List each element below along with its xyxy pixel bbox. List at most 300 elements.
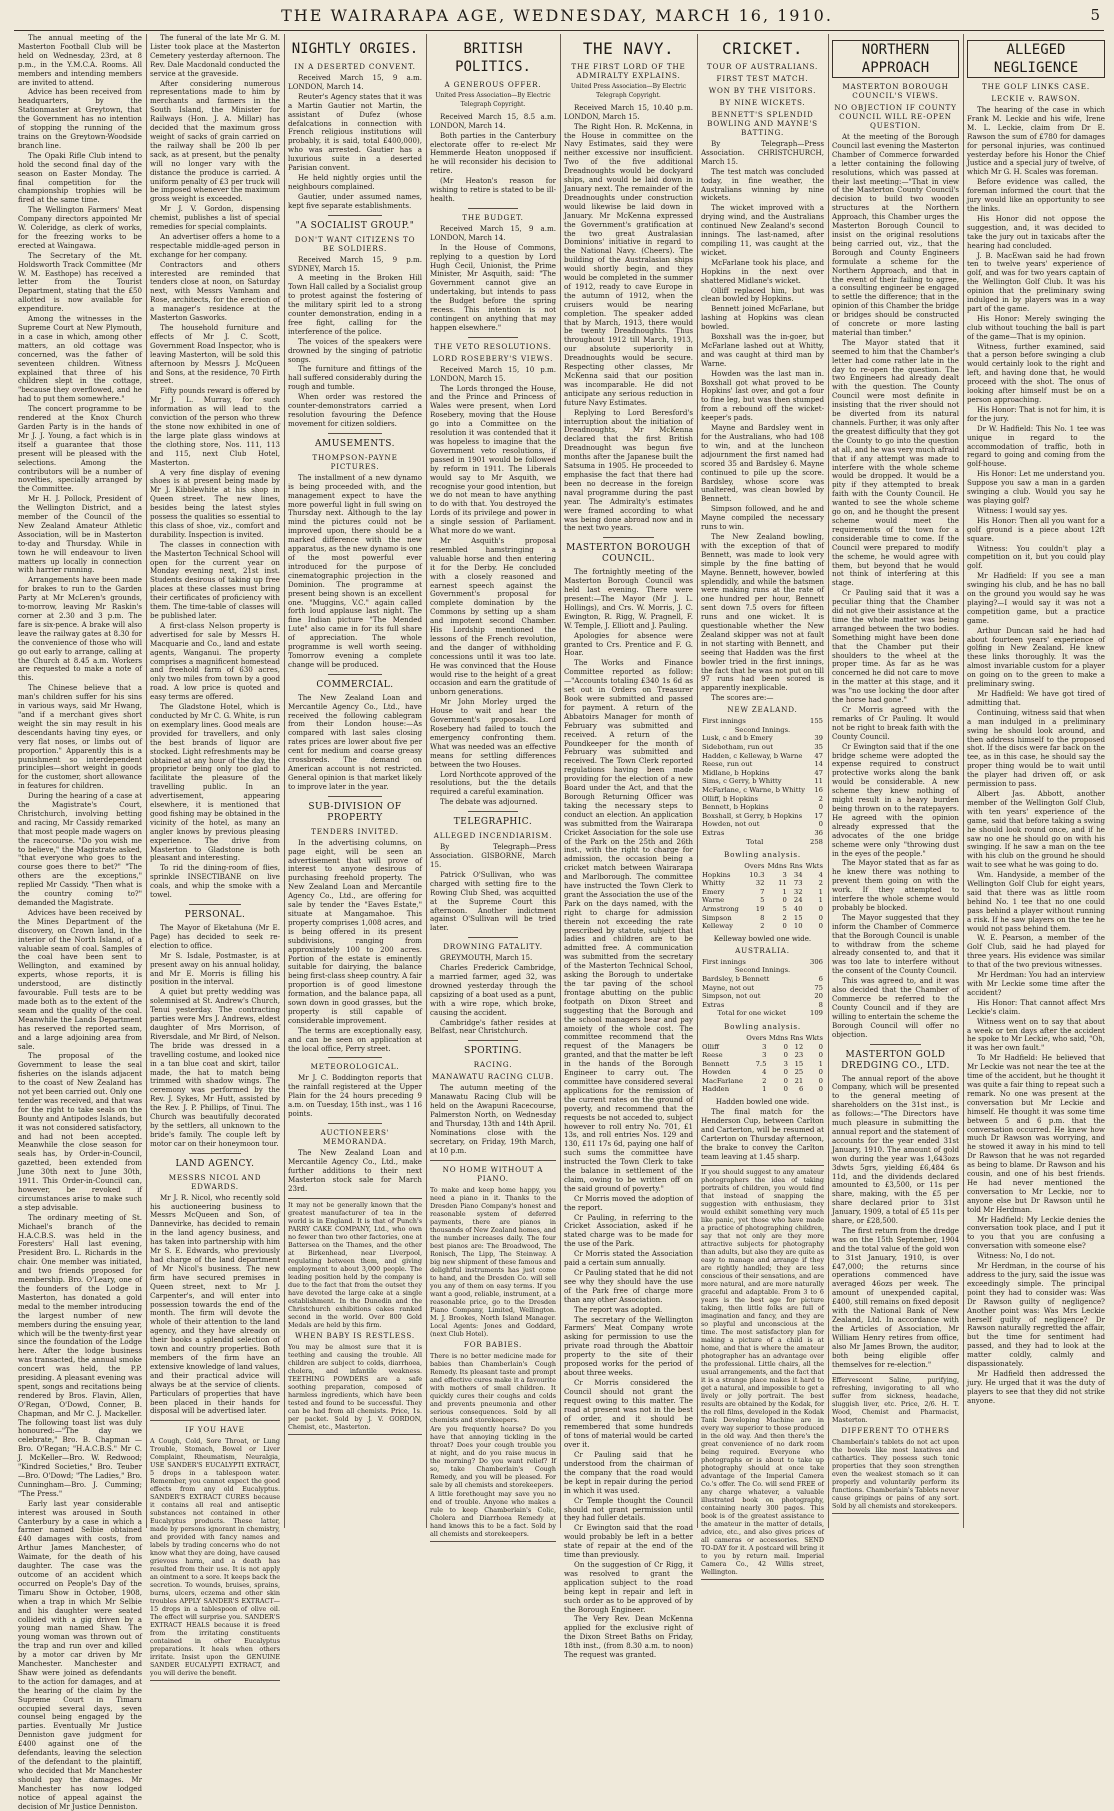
score-cell: 0 (818, 922, 823, 931)
paragraph: Contractors and others interested are reminded that tenders close at noon, on Saturday next, with Messrs Vamham and Rose, architects, for the erection of a manager's residence at the Masterton Gasworks. (150, 259, 280, 323)
paragraph: The Mayor of Eketahuna (Mr E. Page) has decided to seek re-election to office. (150, 923, 280, 950)
headline-amusements: AMUSEMENTS. (315, 438, 395, 449)
article-text (288, 839, 422, 1054)
score-cell: 0 (782, 896, 787, 905)
paragraph: Mr Hadfield: We have got tired of admitting that. (967, 689, 1105, 707)
paragraph: Mr John Morley urged the House to wait and hear the Government's proposals. Lord Rosebery had failed to touch the emergency confronting them. What was needed was an effective means for settling differences between the two Houses. (430, 697, 556, 769)
table-row (701, 905, 824, 914)
headline-sporting: SPORTING. (464, 1046, 522, 1057)
section-rule (328, 796, 382, 797)
bowling-heading: Bowling analysis. (724, 850, 801, 860)
paragraph: Received March 15, 9 a.m. LONDON, March 14. (288, 73, 422, 91)
paragraph: Received March 15, 10 p.m. LONDON, March 15. (430, 364, 556, 383)
paragraph: (Mr Heaton's reason for wishing to retire is stated to be ill-health. (430, 176, 556, 203)
column-header: Overs (744, 862, 765, 871)
paragraph: The report was adopted. (574, 1304, 663, 1314)
advert-text: A Cough, Cold, Sore Throat, or Lung Trouble, Stomach, Bowel or Liver Complaint, Rheumatism, Neuralgia, USE SANDER'S EUCALYPTI EXTRACT, 5 drops in a tablespoon water. Remember, you cannot expect the good effects from any old Eucalyptus. SANDER'S EXTRACT CURES because it contains all real and antiseptic substances not contained in other Eucalyptus products. These latter, made by persons ignorant in chemistry, and provided with fancy names and labels by trading concerns who do not know what they are doing, have caused grievous harm, and a death has resulted from their use. It is not apply an ointment to a sore. It keeps back the secretion. To wounds, bruises, sprains, burns, ulcers, eczema and other skin troubles APPLY SANDER'S EXTRACT—15 drops in a tablespoon of olive oil. The effect will surprise you. SANDER'S EXTRACT HEALS because it is freed from the irritating constituents contained in other Eucalyptus preparations. It heals when others irritate. Insist upon the GENUINE SANDER EUCALYPTI EXTRACT, and you will derive the benefit. (150, 1437, 280, 1678)
paragraph: In the advertising columns, on page eight, will be seen an advertisement that will prove of interest to anyone desirous of purchasing freehold property. The New Zealand Loan and Mercantile Agency Co., Ltd., are offering for sale by tender the "Eaves Estate," situate at Mangamahoe. This property comprises 1,008 acres, and is being offered in its present subdivisions, ranging from approximately 100 to 200 acres. Portion of the estate is eminently suitable for dairying, the balance being first-class sheep country. A fair proportion is of good limestone formation, and the balance papa, all sown down in good grasses, but the property is still capable of considerable improvement. (288, 837, 422, 1025)
paragraph: Arrangements have been made for brakes to run to the Garden Party at Mr McLeren's grounds, to-morrow, leaving Mr Raskin's corner at 2.30 and 3 p.m. The fare is six-pence. A brake will also leave the railway gates at 8.30 for the convenience of those who will go out early to arrange, calling at the Church at 8.45 a.m. Workers are requested to make a note of this. (18, 575, 142, 683)
table-cell (701, 1034, 745, 1043)
player-name-cell: Hopkins (702, 870, 731, 879)
table-row (701, 838, 824, 847)
article-text (288, 1149, 422, 1194)
headline-northern-approach: NORTHERN APPROACH (832, 40, 959, 78)
subheading: LECKIE v. RAWSON. (991, 94, 1081, 103)
section-rule (328, 1123, 382, 1124)
subheading: A GENEROUS OFFER. (444, 80, 542, 89)
table-row (701, 717, 824, 726)
score-cell: 10.3 (749, 870, 765, 879)
piano-advertisement (430, 1160, 556, 1542)
score-cell: 3 (783, 1059, 788, 1068)
paragraph: Cr Ewington said that if the one bridge scheme were adopted the expense required to construct protective works along the bank would be considerable. A new scheme they knew nothing of might result in a heavy burden being thrown on to the ratepayers. He agreed with the opinion already expressed that the advocates of the one bridge scheme were only "throwing dust in the eyes of the people." (832, 741, 959, 858)
article-text (564, 104, 693, 534)
table-row (701, 769, 824, 778)
advert-text: Chamberlain's tablets do not act upon the bowels like most laxatives and cathartics. They possess such tonic properties that they soon strengthen even the weakest stomach so it can properly and voluntarily perform its functions. Chamberlain's Tablets never cause gripings or pains of any sort. Sold by all chemists and storekeepers. (832, 1438, 959, 1511)
paragraph: Cr Pauling stated that he did not see why they should have the use of the Park free of charge more than any other Association. (564, 1268, 693, 1304)
column-divider (284, 34, 285, 1528)
article-text (967, 106, 1105, 1406)
score-cell: 6 (818, 974, 823, 983)
paragraph: By Telegraph—Press Association. CHRISTCHURCH, March 15. (701, 139, 824, 166)
column-header: Wkts (805, 1033, 823, 1042)
bowling-note: Hadden bowled one wide. (715, 1097, 810, 1107)
headline-gold-dredging: MASTERTON GOLD DREDGING CO., LTD. (841, 1049, 950, 1071)
column-4 (430, 34, 556, 1538)
masthead-title: THE WAIRARAPA AGE, WEDNESDAY, MARCH 16, 1910. (281, 6, 833, 25)
paragraph: The final match for the Henderson Cup, between Carlton and Carterton, will be resumed at Carterton on Thursday afternoon, the brake to convey the Carlton team leaving at 1.45 sharp. (701, 1106, 824, 1161)
paragraph: Among the witnesses in the Supreme Court at New Plymouth, in a case in which, among other matters, an old cottage was concerned, was the father of seventeen children. Witness explained that three of his children slept in the cottage, "because they overflowed, and he had to put them somewhere." (18, 314, 142, 404)
paragraph: The Gladstone Hotel, which is conducted by Mr C. G. White, is run on exemplary lines. Good meals are provided for travellers, and only the best brands of liquor are stocked. Light refreshments may be obtained at any hour of the day, the proprietor being only too glad to facilitate the pleasure of the travelling public. In an advertisement, appearing elsewhere, it is mentioned that good fishing may be obtained in the vicinity of the hotel, as many an angler knows by previous pleasing experience. The drive from Masterton to Gladstone is both pleasant and interesting. (150, 702, 280, 863)
paragraph: Replying to Lord Beresford's interruption about the initiation of Dreadnoughts, Mr McKenna declared that the first British Dreadnought was begun five months after the Japanese built the Satsuma in 1905. He proceeded to emphasise the fact that there had been no decrease in the foreign naval programme during the past year. The Admiralty's estimates were framed according to what was being done abroad now and in the next two years. (564, 407, 693, 533)
paragraph: Cr Morris agreed with the remarks of Cr Pauling. It would not be right to break faith with the County Council. (832, 705, 959, 741)
player-name-cell: Armstrong (702, 905, 739, 914)
score-cell: 32 (793, 887, 803, 896)
paragraph: The annual report of the above Company, which will be presented to the general meeting of shareholders on the 31st inst., is as follows:—"The Directors have much pleasure in submitting the annual report and the statement of accounts for the year ended 31st January, 1910. The amount of gold won during the year was 1,643ozs 3dwts 5grs, yielding £6,484 6s 11d, and the dividends declared amounted to £3,500, or 11s per share, making, with the £5 per share declared prior to 31st January, 1909, a total of £5 11s per share, or £28,500. (832, 1073, 959, 1226)
score-cell: 25 (794, 1068, 804, 1077)
column-5 (564, 34, 693, 1660)
score-cell: 2 (818, 794, 823, 803)
score-cell: 0 (818, 820, 823, 829)
section-rule (328, 433, 382, 434)
section-rule (189, 904, 241, 905)
score-cell: 0 (783, 1076, 788, 1085)
score-cell: 4 (762, 1068, 767, 1077)
table-row (701, 958, 824, 967)
paragraph: Before evidence was called, the foreman informed the court that the jury would like an opportunity to see the links. (967, 177, 1105, 213)
paragraph: The test match was concluded today, in fine weather, the Australians winning by nine wickets. (701, 166, 824, 203)
table-cell: First innings (702, 717, 746, 726)
subheading: MANAWATU RACING CLUB. (431, 1072, 555, 1082)
bowling-heading: Bowling analysis. (724, 1021, 801, 1031)
score-cell: 12 (794, 1042, 804, 1051)
score-cell: 0 (783, 1068, 788, 1077)
subheading: RACING. (473, 1060, 513, 1070)
subheading: IN A DESERTED CONVENT. (294, 62, 416, 71)
column-divider (426, 34, 427, 1528)
section-rule (603, 537, 655, 538)
paragraph: During the hearing of a case at the Magistrate's Court, Christchurch, involving betting and racing, Mr Cassidy remarked that most people made wagers on the racecourse. "Do you wish me to believe," the Magistrate asked, "that everyone who goes to the course goes there to bet?" "The others are the exceptions," replied Mr Cassidy. "Then what is the country coming to?" demanded the Magistrate. (18, 791, 142, 907)
paragraph: The installment of a new dynamo is being proceeded with, and the management expect to have the more powerful light in full swing on Thursday next. Although to the lay mind the pictures could not be improved upon, there should be a marked difference with the new apparatus, as the new dynamo is one of the most powerful ever introduced for the purpose of cinematographic projection in the Dominion. The programme at present being shown is an excellent one. "Muggins, V.C." again called forth loud applause last night. The fine Indian picture "The Mended Lute" also came in for its full share of appreciation. The whole programme is well worth seeing. Tomorrow evening a complete change will be produced. (288, 472, 422, 669)
column-divider (828, 34, 829, 1528)
table-row (701, 1068, 824, 1077)
paragraph: Witness: No, I do not. (977, 1251, 1056, 1261)
paragraph: The terms are exceptionally easy, and can be seen on application at the local office, Perry street. (288, 1025, 422, 1053)
paragraph: Lord Northcote approved of the resolutions, but the the details required a careful examination. (430, 769, 556, 797)
paragraph: Cr Temple thought the Council should not grant permission until they had fuller details. (564, 1495, 693, 1523)
score-cell: 4 (818, 870, 823, 879)
paragraph: He held nightly orgies until the neighbours complained. (288, 172, 422, 191)
article-text (288, 694, 422, 792)
column-divider (560, 34, 561, 1528)
paragraph: Apologies for absence were granted to Crs. Prentice and F. G. Hoar. (564, 630, 693, 658)
paragraph: Mr Hadfield: My Leckie denies the conversation took place, and I put it to you that you are confusing a conversation with someone else? (967, 1214, 1105, 1251)
subheading: BY NINE WICKETS. (719, 98, 806, 107)
section-rule (468, 1040, 518, 1041)
advert-text: You may be almost sure that it is teething and causing the trouble. All children are subject to colds, diarrhoea, cholera, and infantile weakness. TEETHING POWDERS are a safe soothing preparation, composed of harmless ingredients, which have been tested and found to be successful. They can be had from all chemists. Price, 1s. per packet. Sold by J. V. GORDON, Chemist, etc., Masterton. (288, 1342, 422, 1431)
player-name-cell: Boxshall, st Gerry, b Hopkins (702, 811, 803, 820)
paragraph: Mr H. J. Pollock, President of the Wellington District, and a member of the Council of the New Zealand Amateur Athletic Association, will be in Masterton to-day and Thursday. While in town he will endeavour to liven matters up locally in connection with harrier running. (18, 494, 142, 575)
table-row (701, 1060, 824, 1069)
table-row (701, 879, 824, 888)
headline-alleged-negligence: ALLEGED NEGLIGENCE (967, 40, 1105, 78)
section-rule (468, 811, 518, 812)
table-header-row (701, 862, 824, 871)
table-row (701, 914, 824, 923)
player-name-cell: Kelleway (702, 922, 733, 931)
score-cell: 2 (818, 879, 823, 888)
headline-nightly-orgies: NIGHTLY ORGIES. (291, 41, 419, 57)
paragraph: The secretary of the Wellington Farmers' Meat Company wrote asking for permission to use the private road through the Abattoir property to the site of their proposed works for the period of about three weeks. (564, 1314, 693, 1377)
table-row (701, 726, 824, 735)
section-rule (468, 337, 518, 338)
paragraph: The ordinary meeting of St. Michael's branch of the H.A.C.B.S. was held in the Foresters' Hall last evening, President Bro. L. Richards in the chair. One member was initiated, and two friends proposed for membership. Bro. O'Leary, one of the founders of the Lodge in Masterton, has donated a gold medal to the member introducing the largest number of new members during the ensuing year, which will be the twenty-first year since the foundation of the Lodge here. After the lodge business was transacted, the annual smoke concert was held, the P.P. presiding. A pleasant evening was spent, songs and recitations being rendered by Bros. Flavin, Allen, O'Regan, O'Dowd, Conner, B. Chapman, and Mr C. J. Mackeller. The following toast list was duly honoured:—"The day we celebrate," Bro. B. Chapman —Bro. O'Regan; "H.A.C.B.S." Mr C. J. McKeller—Bro. W. Redwood; "Kindred Societies," Bro. Teuber —Bro. O'Dowd; "The Ladies," Bro. Cunningham—Bro. J. Cumming; "The Press." (18, 1212, 142, 1498)
paragraph: Fifty pounds reward is offered by Mr J. L. Murray, for such information as will lead to the conviction of the person who threw the stone now exhibited in one of the large plate glass windows at the clothing store, Nos. 111, 113 and 115, next Club Hotel, Masterton. (150, 386, 280, 467)
player-name-cell: Reese, run out (702, 760, 753, 769)
paragraph: The debate was adjourned. (440, 797, 538, 807)
score-cell: 14 (814, 760, 823, 769)
wire-source: United Press Association—By Electric Telegraph Copyright. (570, 83, 687, 99)
score-cell: 20 (814, 992, 823, 1001)
headline-auctioneers: AUCTIONEERS' MEMORANDA. (320, 1128, 390, 1146)
table-row (701, 1085, 824, 1094)
headline-socialist-group: "A SOCIALIST GROUP." (295, 220, 415, 231)
score-cell: 21 (794, 1076, 804, 1085)
subheading: THOMPSON-PAYNE PICTURES. (312, 452, 398, 471)
paragraph: Cr Morris moved the adoption of the report. (564, 1193, 693, 1212)
score-cell: 8 (760, 913, 765, 922)
paragraph: The New Zealand Loan and Mercantile Agency Co., Ltd., have received the following cablegram from their London house:—As compared with last sales closing rates prices are lower about five per cent for medium and coarse greasy crossbreds. The demand on American account is not restricted. General opinion is that market likely to improve later in the year. (288, 692, 422, 791)
paragraph: J. B. MacEwan said he had frown ten to twelve years' experience of golf, and was for two years captain of the Wellington Golf Club. It was his opinion that the preliminary swing indulged in by players was in a way part of the game. (967, 250, 1105, 313)
player-name-cell: Emery (702, 887, 725, 896)
paragraph: His Honor: Merely swinging the club without touching the ball is part of the game—That is my opinion. (967, 313, 1105, 341)
paragraph: The New Zealand Loan and Mercantile Agency Co., Ltd., make further additions to their next Masterton stock sale for March 23rd. (288, 1148, 422, 1193)
player-name-cell: Extras (702, 1000, 725, 1009)
paragraph: A quiet but pretty wedding was solemnised at St. Andrew's Church, Tenui yesterday. The contracting parties were Mrs J. Andrews, eldest daughter of Mrs Morrison, of Riversdale, and Mr Bird, of Nelson. The bride was dressed in a travelling costume, and looked nice in a tan blue coat and skirt, tailor made, the hat to match being trimmed with shadow wings. The ceremony was performed by the Rev. J. Sykes, Mr Hutt, assisted by the Rev. J. P. Phillips, of Tinui. The Church was beautifully decorated by the settlers, all unknown to the bride's family. The couple left by motor car on their honeymoon tour. (150, 987, 280, 1148)
team-heading-new-zealand: NEW ZEALAND. (727, 705, 798, 715)
paragraph: The household furniture and effects of Mr J. C. Scott, Government Road Inspector, who is leaving Masterton, will be sold this afternoon by Messrs J. McQueen and Sons, at the residence, 70 Firth street. (150, 323, 280, 386)
subheading: TENDERS INVITED. (311, 826, 399, 836)
score-cell: 17 (814, 811, 823, 820)
score-cell: 1 (762, 1085, 767, 1094)
player-name-cell: Sidebotham, run out (702, 742, 773, 751)
paragraph: Mr J. C. Boddington reports that the rainfall registered at the Upper Plain for the 24 hours preceding 9 a.m. on Tuesday, 15th inst., was 1 16 points. (288, 1073, 422, 1119)
section-rule (328, 1057, 382, 1058)
paragraph: Boxshall was the in-goer, but McFarlane lashed out at Whitty, and was caught at third man by Warne. (701, 332, 824, 368)
paragraph: The Mayor stated that as far as he knew there was nothing to prevent them going on with the work. If they attempted to interfere the whole scheme would probably be blocked. (832, 858, 959, 912)
local-briefs (150, 34, 280, 900)
score-cell: 0 (783, 1042, 788, 1051)
table-row (701, 786, 824, 795)
paragraph: The New Zealand bowling, with the exception of that of Bennett, was made to look very simple by the fine batting of Mayne. Bennett, however, bowled splendidly, and while the batsmen were making runs at the rate of one hundred per hour, Bennett sent down 7.5 overs for fifteen runs and one wicket. It is questionable whether the New Zealand skipper was not at fault in not starting with Bennett, and seeing that Hadden was the first bowler tried in the first innings, the fact that he was not put on till 97 runs had been scored is apparently inexplicable. (701, 531, 824, 693)
score-cell: 8 (818, 1000, 823, 1009)
score-cell: 1 (818, 887, 823, 896)
player-name-cell: McFarlane, c Warne, b Whitty (702, 785, 806, 794)
table-cell: 306 (810, 957, 823, 966)
bowling-rows (701, 871, 824, 931)
table-row (701, 803, 824, 812)
player-name-cell: Midlane, b Hopkins (702, 768, 770, 777)
paragraph: Arthur Duncan said he had had about fourteen years' experience of golfing in New Zealand. He knew these links thoroughly. It was the almost invariable custom for a player on going on to the green to make a preliminary swing. (967, 625, 1105, 689)
score-cell: 0 (783, 1085, 788, 1094)
masthead-rule (14, 30, 1104, 31)
headline-cricket: CRICKET. (721, 39, 804, 58)
paragraph: At the meeting of the Borough Council last evening the Masterton Chamber of Commerce forwarded a letter containing the following resolutions, which was passed at their last meeting:—"That in view of the Masterton County Council's decision to build two wooden structures at the Northern Approach, this Chamber urges the Masterton Borough Council to insist on the original resolutions being carried out, viz., that the Borough and County Engineers formulate a scheme for the Northern Approach, and that in the event of their failing to agree, a consulting engineer be engaged to settle the difference; that in the opinion of this Chamber the bridge or bridges should be constructed of concrete or more lasting material than timber." (832, 132, 959, 337)
paragraph: The Chinese believe that a man's children suffer for his sins in various ways, said Mr Hwang, "and if a merchant gives short weight the sin may result in his descendants having tiny eyes, or very flat noses, or limbs out of proportion." Apparently this is a punishment so interdependent principles—short weight in goods for the customer, short allowance in features for children. (18, 683, 142, 791)
table-cell (701, 862, 742, 871)
player-name-cell: Hadden, c Kelleway, b Warne (702, 751, 803, 760)
paragraph: Cr Pauling, in referring to the Cricket Association, asked if he stated charge was to be made for the use of the Park. (564, 1212, 693, 1249)
player-name-cell: Lusk, c and b Emery (702, 734, 773, 743)
paragraph: Gautier, under assumed names, kept five separate establishments. (288, 191, 422, 210)
au-bowling-table (701, 862, 824, 931)
land-agency-text (150, 1194, 280, 1417)
table-row (701, 1043, 824, 1052)
player-name-cell: Simpson (702, 913, 732, 922)
table-row (701, 888, 824, 897)
headline-borough-council: MASTERTON BOROUGH COUNCIL. (566, 543, 691, 565)
paragraph: The funeral of the late Mr G. M. Lister took place at the Masterton Cemetery yesterday afternoon. The Rev. Dale Macdonald conducted the service at the graveside. (150, 33, 280, 78)
score-cell: 32 (755, 879, 765, 888)
paragraph: Wm. Handyside, a member of the Wellington Golf Club for eight years, said that there was as little room behind No. 1 tee that no one could pass behind a player without running a risk. If he saw players on the tee he would not pass behind them. (967, 870, 1105, 933)
advert-heading: NO HOME WITHOUT A PIANO. (442, 1164, 544, 1183)
score-cell: 40 (793, 905, 803, 914)
table-row (701, 1077, 824, 1086)
article-text (564, 568, 693, 1614)
paragraph: His Honor: Then all you want for a golf ground is a piece about 12ft square. (967, 515, 1105, 543)
advert-text: Effervescent Saline, purifying, refreshing, invigorating to all who suffer from sickness, headache, sluggish liver, etc. Price, 2/6. H. T. Wood, Chemist and Pharmacist, Masterton. (832, 1376, 959, 1425)
score-cell: 24 (793, 896, 803, 905)
paragraph: The Wellington Farmers' Meat Company directors appointed Mr W. Coleridge, as clerk of works, for the freezing works to be erected at Waingawa. (18, 205, 142, 250)
table-row (701, 743, 824, 752)
score-cell: 3 (782, 870, 787, 879)
au-scorecard (701, 958, 824, 1018)
table-row (701, 1001, 824, 1010)
score-cell: 15 (793, 913, 803, 922)
score-cell: 3 (762, 1042, 767, 1051)
column-header: Rns (789, 862, 803, 871)
paragraph: Reuter's Agency states that it was a Martin Gautier not Martin, the assistant of Dufez (whose defalcations in connection with French religious institutions will probably, it is said, total £400,000), who was arrested. Gautier has a luxurious suite in a deserted Parisian convent. (288, 91, 422, 173)
table-row (701, 975, 824, 984)
paragraph: The Mayor stated that it seemed to him that the Chamber's letter had come rather late in the day to re-open the question. The two Engineers had already dealt with the question. The County Council were most definite in insisting that the river should not be diverted from its natural channels. Further, it was only after the greatest difficulty that they got the County to go into the question at all, and he was very much afraid that if any attempt was made to interfere with the whole scheme would be dropped. It would be a pity if they attempted to break faith with the County Council. He wanted to see the whole scheme go on, and he thought the present scheme would meet the requirements of the town for a considerable time to come. If the Council were prepared to modify the scheme, he would agree with them, but beyond that he would not think of interfering at this stage. (832, 337, 959, 588)
column-7 (832, 34, 959, 1528)
personal-heading: PERSONAL. (184, 910, 246, 920)
paragraph: Early last year considerable interest was aroused in South Canterbury by a case in which a farmer named Selbie obtained £40 damages with costs, from Arthur James Manchester, of Waimate, for the death of his daughter. The case was the outcome of an accident which occurred on People's Day of the Timaru Show in October, 1908, when a trap in which Mr Selbie and his daughter were seated collided with a gig driven by a young man named Shaw. The young woman was thrown out of the trap and run over and killed by a motor car driven by Mr Manchester. Manchester and Shaw were joined as defendants to the action for damages, and at the hearing of the claim by the Supreme Court in Timaru occupied several days, seven counsel being engaged by the parties. Eventually Mr Justice Denniston gave judgment for £400 against one of the defendants, leaving the selection of the defendant to the plaintiff, who decided that Mr Manchester should pay the damages. Mr Manchester has now lodged notice of appeal against the decision of Mr Justice Denniston. (18, 1498, 142, 1811)
table-cell: Total (746, 837, 764, 846)
player-name-cell: Olliff (702, 1042, 719, 1051)
subheading: DON'T WANT CITIZENS TO BE SOLDIERS. (294, 234, 416, 253)
column-1 (18, 33, 142, 1811)
paragraph: Witness, further examined, said that a person before swinging a club would certainly look to the right and left, and having done that, he would proceed with the shot. The onus of looking after himself must be on a person approaching. (967, 341, 1105, 404)
land-agency-heading: LAND AGENCY. (175, 1158, 255, 1169)
subheading: ALLEGED INCENDIARISM. (433, 831, 553, 841)
headline-telegraphic: TELEGRAPHIC. (453, 817, 533, 828)
article-text (430, 366, 556, 807)
article-text (430, 113, 556, 204)
score-cell: 15 (794, 1059, 804, 1068)
table-row (701, 760, 824, 769)
subheading: LORD ROSEBERY'S VIEWS. (432, 353, 554, 363)
table-row (701, 896, 824, 905)
batting-rows (701, 975, 824, 1009)
paragraph: After considering numerous representations made to him by merchants and farmers in the South Island, the Minister for Railways (Hon. J. A. Millar) has decided that the maximum gross weight of sacks of grain carried on the railway shall be 200 lb per sack, as at present, but the penalty will no longer vary with the distance the produce is carried. A uniform penalty of £3 per truck will be imposed whenever the maximum gross weight is exceeded. (150, 78, 281, 204)
paragraph: The Mayor suggested that they inform the Chamber of Commerce that the Borough Council is unable to withdraw from the scheme already consented to, and that it was too late to interfere without the consent of the County Council. (832, 912, 959, 976)
paragraph: Simpson followed, and he and Mayne compiled the necessary runs to win. (701, 504, 824, 532)
section-rule (870, 1044, 921, 1045)
personal-items (150, 924, 280, 1149)
player-name-cell: Bardsley, b Bennett (702, 974, 770, 983)
score-cell: 1 (782, 887, 787, 896)
score-cell: 7.5 (755, 1059, 767, 1068)
paragraph: The concert programme to be rendered at the Knox Church Garden Party is in the hands of Mr J. J. Young, a fact which is in itself a guarantee that those present will be pleased with the selections. Among the contributors will be a number of novelties, specially arranged by the Committee. (18, 404, 142, 494)
section-rule (328, 215, 382, 216)
score-cell: 47 (814, 768, 823, 777)
player-name-cell: Whitty (702, 879, 725, 888)
paragraph: The hearing of the case in which Frank M. Leckie and his wife, Irene M. L. Leckie, claim from Dr E. Rawson the sum of £780 for damages for personal injuries, was continued yesterday before his Honor the Chief Justice and a special jury of twelve, of which Mr G. H. Scales was foreman. (967, 105, 1105, 177)
land-agency-subheading: MESSRS NICOL AND EDWARDS. (168, 1172, 262, 1191)
paragraph: Witness: I would say yes. (977, 505, 1068, 515)
headline-veto: THE VETO RESOLUTIONS. (434, 341, 552, 351)
score-cell: 23 (794, 1051, 804, 1060)
paragraph: By Telegraph—Press Association. GISBORNE, March 15. (430, 842, 556, 869)
article-text (430, 1084, 556, 1155)
article-text (701, 140, 824, 703)
saline-advertisement (832, 1373, 959, 1514)
score-cell: 0 (818, 1051, 823, 1060)
paragraph: Advices have been received by the Mines Department of the discovery, on Crown land, in the interior of the North Island, of a valuable seam of coal. Samples of the coal have been sent to Wellington, and examined by experts, whose reports, it is understood, are distinctly favourable. Full tests are to be made both as to the extent of the seam and the quality of the coal. Meanwhile the Lands Department has reserved the reported seam, and a large adjoining area from sale. (18, 907, 142, 1051)
paragraph: The Secretary of the Mt. Holdsworth Track Committee (Mr W. M. Easthope) has received a letter from the Tourist Department, stating that the £50 allotted is now available for expenditure. (18, 250, 142, 314)
article-text (288, 74, 422, 211)
advert-text: If you should suggest to any amateur photographers the idea of taking portraits of children, you would find that instead of snapping the suggestion with enthusiasm, they would exhibit something very much like panic, yet those who have made a practice of photographing children, say that not only are they more attractive subjects for photography than adults, but also they are quite as easy to manage and arrange if they are rightly handled; they are less conscious of their sensations, and are more natural, and are more naturally graceful and adaptable. From 3 to 6 years is the best age for picture taking, then little folks are full of imagination and fancy, and they are so playful and unconscious at the time. The most satisfactory plan for making a picture of a child is at home, and that is where the amateur photographer has an advantage over the professional. Little chairs, all the usual arrangements, and the fact that it is a strange place makes it hard to get a natural, and impossible to get a lively or jolly portrait. The best results are obtained by the Kodak, for the roll films, developed in the Kodak Tank Developing Machine are in every way superior to those produced in the old way. And then there's the great convenience of no dark room being required. Everyone who photographs or is about to take up photography should at once take advantage of the Imperial Camera Co.'s offer. The Co. will send FREE of any charge whatever, a valuable illustrated book on photography, containing nearly 300 pages. This book is of the greatest assistance to the amateur in the matter of details, advice, etc., and also gives prices of all cameras or accessories. SEND TO-DAY for it. A postcard will bring it to you by return mail. Imperial Camera Co., 42 Willis street, Wellington. (701, 1168, 824, 1577)
paragraph: The autumn meeting of the Manawatu Racing Club will be held on the Awapuni Racecourse, Palmerston North, on Wednesday and Thursday, 13th and 14th April. Nominations close with the secretary, on Friday, 19th March, at 10 p.m. (430, 1083, 556, 1155)
headline-budget: THE BUDGET. (462, 212, 524, 222)
subheading: THE FIRST LORD OF THE ADMIRALTY EXPLAINS. (571, 62, 686, 80)
paragraph: Received March 15, 9 p.m. SYDNEY, March 15. (288, 254, 422, 273)
player-name-cell: Sims, c Gerry, b Whitty (702, 777, 782, 786)
paragraph: To Mr Hadfield: He believed that Mr Leckie was not near the tee at the time of the accident, but he thought it was quite a fair thing to repeat such a remark. No one was present at the conversation but Mr Leckie and himself. He thought it was some time between 5 and 6 p.m. that the conversation occurred. He knew how much Dr Rawson was worrying, and he stowed it away in his mind to tell Dr Rawson that he was not regarded as being to blame. Dr Rawson and his cousin, and one of his best friends. He had never mentioned the conversation to Mr Leckie, nor to anyone else but Dr Rawson until he told Mr Herdman. (967, 1053, 1105, 1214)
score-cell: 39 (814, 734, 823, 743)
table-cell: Second Innings. (734, 725, 791, 734)
bowling-note: Kelleway bowled one wide. (713, 933, 812, 943)
paragraph: W. E. Pearson, a member of the Golf Club, said he had played for three years. His evidence was similar to that of the two previous witnesses. (967, 933, 1105, 970)
table-cell: Second Innings. (734, 966, 791, 975)
column-header: Rns (790, 1033, 804, 1042)
paragraph: To rid the dining-room of flies, sprinkle INSECTIBANE on live coals, and whip the smoke with a towel. (150, 863, 280, 900)
player-name-cell: Simpson, not out (702, 992, 761, 1001)
score-cell: 47 (814, 751, 823, 760)
paragraph: The Right Hon. R. McKenna, in the House in committee on the Navy Estimates, said they were neither excessive nor insufficient. Two of the five additional Dreadnoughts would be dockyard ships, and would be laid down in January next. The remainder of the Dreadnoughts under construction would likewise be laid down in January. Mr McKenna expressed the Government's gratification at the two great Australasian Dominions' initiative in regard to the National Navy. (Cheers). The building of the Australasian ships would shortly begin, and they would be completed in the summer of 1912, ready to cave Europe in the autumn of 1912, when the cruisers would be nearing completion. The speaker added that by March, 1913, there would be twenty Dreadnoughts. Thus throughout 1912 till March, 1913, our absolute superiority in Dreadnoughts would be secure. Respecting other classes, Mr McKenna said that our position was incomparable. He did not anticipate any serious reduction in future Navy Estimates. (564, 121, 693, 407)
table-row (701, 777, 824, 786)
score-cell: 2 (762, 1076, 767, 1085)
paragraph: Bennett joined McFarlane, but lashing at Hopkins was clean bowled. (701, 304, 824, 332)
score-cell: 34 (793, 870, 803, 879)
paragraph: A first-class Nelson property is advertised for sale by Messrs H. Macquarie and Co., land and estate agents, Wanganui. The property comprises a magnificent homestead and freehold farm of 630 acres, only two miles from town by a good road. A low price is quoted and easy terms are offered. (150, 620, 280, 702)
paragraph: Witness went on to say that about a week or ten days after the accident he spoke to Mr Leckie, who said, "Oh, it was her own fault." (967, 1016, 1105, 1053)
paragraph: The annual meeting of the Masterton Football Club will be held on Wednesday, 23rd, at 8 p.m., in the Y.M.C.A. Rooms. All members and intending members are invited to attend. (18, 33, 142, 87)
article-text: The Very Rev. Dean McKenna applied for the exclusive right of the Dixon Street Baths on Friday, 18th inst., (from 8.30 a.m. to noon) The request was granted. (564, 1614, 693, 1660)
paragraph: The wicket improved with a drying wind, and the Australians continued New Zealand's second innings. The last-named, after compiling 11, was caught at the wicket. (701, 203, 824, 257)
subheading: BENNETT'S SPLENDID BOWLING AND MAYNE'S BATTING. (707, 110, 818, 137)
article-text (430, 843, 556, 933)
paragraph: Mr Asquith's proposal resembled hamstringing a valuable horse and then entering it for the Derby. He concluded with a closely reasoned and earnest speech against the Government's proposal for complete domination by the Commons by setting up a sham and impotent second Chamber. His Lordship mentioned the lessons of the French revolution, and the danger of withholding concessions until it was too late. He was convinced that the House would rise to the height of a great occasion and earn the gratitude of unborn generations. (430, 535, 556, 697)
table-row (701, 734, 824, 743)
column-3 (288, 34, 422, 1528)
cake-advertisement (288, 1198, 422, 1435)
paragraph: Mr S. Isdale, Postmaster, is at present away on his annual holiday, and Mr E. Morris is filling his position in the interval. (150, 950, 280, 987)
paragraph: McFarlane took his place, and Hopkins in the next over shattered Midlane's wicket. (701, 257, 824, 285)
score-cell: 0 (818, 1085, 823, 1094)
player-name-cell: Bennett (702, 1059, 730, 1068)
paragraph: A meeting in the Broken Hill Town Hall called by a Socialist group to protest against the fostering of the military spirit led to a strong counter demonstration, ending in a free fight, calling for the interference of the police. (288, 273, 422, 336)
paragraph: Mr J. R. Nicol, who recently sold his auctioneering business to Messrs McQueen and Son, of Dannevirke, has decided to remain in the land agency business, and has taken into partnership with him Mr S. E. Edwards, who previously had charge of the land department of Mr Nicol's business. The new firm have secured premises in Queen street, next to Mr J. Carpenter's, and will enter into possession towards the end of the month. The firm will devote the whole of their attention to the land agency, and they have already on their books a splendid selection of town and country properties. Both members of the firm have an extensive knowledge of land values, and their practical advice will always be at the service of clients. Particulars of properties that have been placed in their hands for disposal will be advertised later. (150, 1192, 280, 1416)
advert-heading: WHEN BABY IS RESTLESS. (295, 1330, 415, 1340)
score-cell: 36 (814, 828, 823, 837)
table-row (701, 795, 824, 804)
score-cell: 0 (818, 1068, 823, 1077)
paragraph: Advice has been received from headquarters, by the Stationmaster at Greytown, that the Government has no intention of stopping the running of the trains on the Greytown-Woodside branch line. (18, 87, 142, 150)
paragraph: Both parties in the Canterbury electorate offer to re-elect Mr Hemmerde Heaton unopposed if he will reconsider his decision to retire. (430, 130, 556, 176)
advert-heading: FOR BABIES. (463, 1339, 523, 1349)
score-cell: 16 (814, 785, 823, 794)
headline-british-politics: BRITISH POLITICS. (455, 41, 531, 75)
article-text (701, 1108, 824, 1161)
paragraph: Received March 15, 8.5 a.m. LONDON, March 14. (430, 111, 556, 130)
advert-text: There is no better medicine made for babies than Chamberlain's Cough Remedy. Its pleasant taste and prompt and effective cures make it a favourite with mothers of small children. It quickly cures their coughs and colds and prevents pneumonia and other serious consequences. Sold by all chemists and storekeepers. (430, 1351, 556, 1424)
player-name-cell: MacFarlane (702, 1076, 744, 1085)
eucalyptus-advertisement (150, 1420, 280, 1681)
paragraph: His Honor: Let me understand you. Suppose you saw a man in a garden swinging a club. Would you say he was playing golf? (967, 469, 1105, 505)
article-text (832, 1075, 959, 1370)
score-cell: 19 (755, 905, 765, 914)
player-name-cell: Mayne, not out (702, 983, 755, 992)
score-cell: 10 (793, 922, 803, 931)
paragraph: Cr Pauling said that it was a peculiar thing that the Chamber did not give their assistance at the time the whole matter was being arranged between the two bodies. Something might have been done that the Chamber put their shoulders to the wheel at the proper time. As far as he was concerned he did not care to move in the matter at this stage, and it was "no use locking the door after the horse had gone." (832, 588, 959, 705)
column-2 (150, 33, 281, 1678)
column-8 (967, 34, 1105, 1528)
batting-rows (701, 734, 824, 837)
table-cell: 258 (810, 837, 823, 846)
section-rule (189, 1153, 241, 1154)
table-row (701, 752, 824, 761)
table-row (701, 992, 824, 1001)
table-row (701, 812, 824, 821)
advert-heading: DIFFERENT TO OTHERS (841, 1426, 950, 1436)
paragraph: Cr Ewington said that the road would probably be left in a better state of repair at the end of the time than previously. (564, 1523, 693, 1560)
score-cell: 73 (793, 879, 803, 888)
score-cell: 35 (814, 742, 823, 751)
paragraph: An advertiser offers a home to a respectable middle-aged person in exchange for her company. (150, 231, 280, 259)
column-header: Mdns (768, 1033, 788, 1042)
